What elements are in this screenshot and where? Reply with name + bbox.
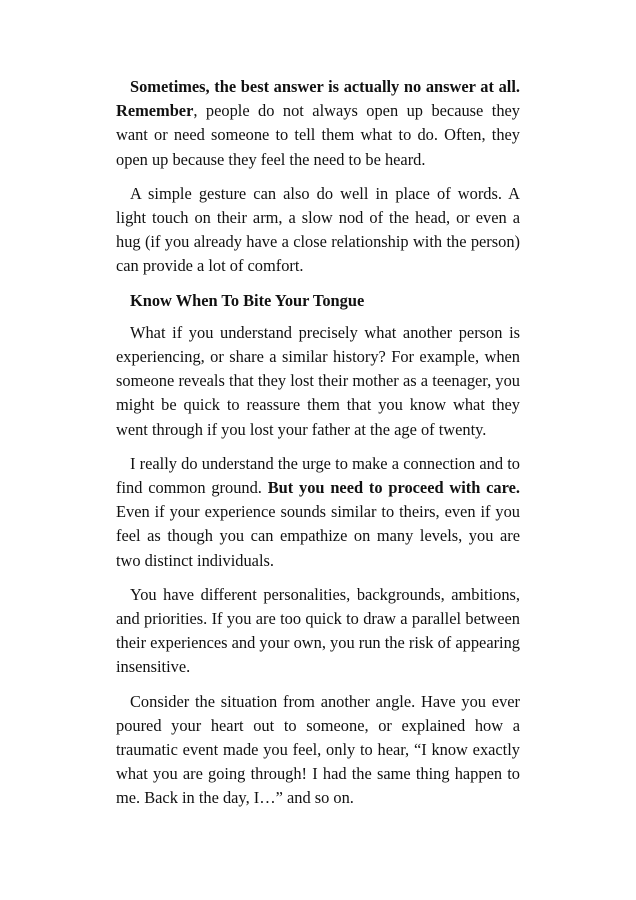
paragraph-text: I really do understand the urge to make a connection and to find common ground.: [116, 453, 520, 498]
paragraph-no-answer: [116, 75, 520, 172]
paragraph-proceed-with-care: [116, 452, 520, 573]
bold-emphasis: But you need to proceed with care.: [267, 478, 520, 498]
paragraph-what-if: What if you understand precisely what another person is experiencing, or share a similar history? For example, when someone reveals that they lost their mother as a teenager, you might be quick to reassure them that you know what they went through if you lost your father at the age of twenty.: [116, 322, 520, 439]
paragraph-text: , people do not always open up because they want or need someone to tell them what to do. Often, they open up because they feel the need to be heard.: [116, 101, 520, 169]
bold-lead: Sometimes, the best answer is actually no answer at all. Remember: [116, 77, 520, 121]
paragraph-simple-gesture: A simple gesture can also do well in place of words. A light touch on their arm, a slow nod of the head, or even a hug (if you already have a close relationship with the person) can provide a lot of comfort.: [116, 183, 520, 276]
paragraph-different-personalities: You have different personalities, backgrounds, ambitions, and priorities. If you are too quick to draw a parallel between their experiences and your own, you run the risk of appearing insensitive.: [116, 584, 520, 677]
section-heading: Know When To Bite Your Tongue: [130, 290, 365, 310]
paragraph-text: Even if your experience sounds similar to theirs, even if you feel as though you can empathize on many levels, you are two distinct individuals.: [116, 502, 520, 570]
paragraph-another-angle: Consider the situation from another angle. Have you ever poured your heart out to someone, or explained how a traumatic event made you feel, only to hear, “I know exactly what you are going through! I had the same thing happen to me. Back in the day, I…” and so on.: [116, 691, 520, 808]
